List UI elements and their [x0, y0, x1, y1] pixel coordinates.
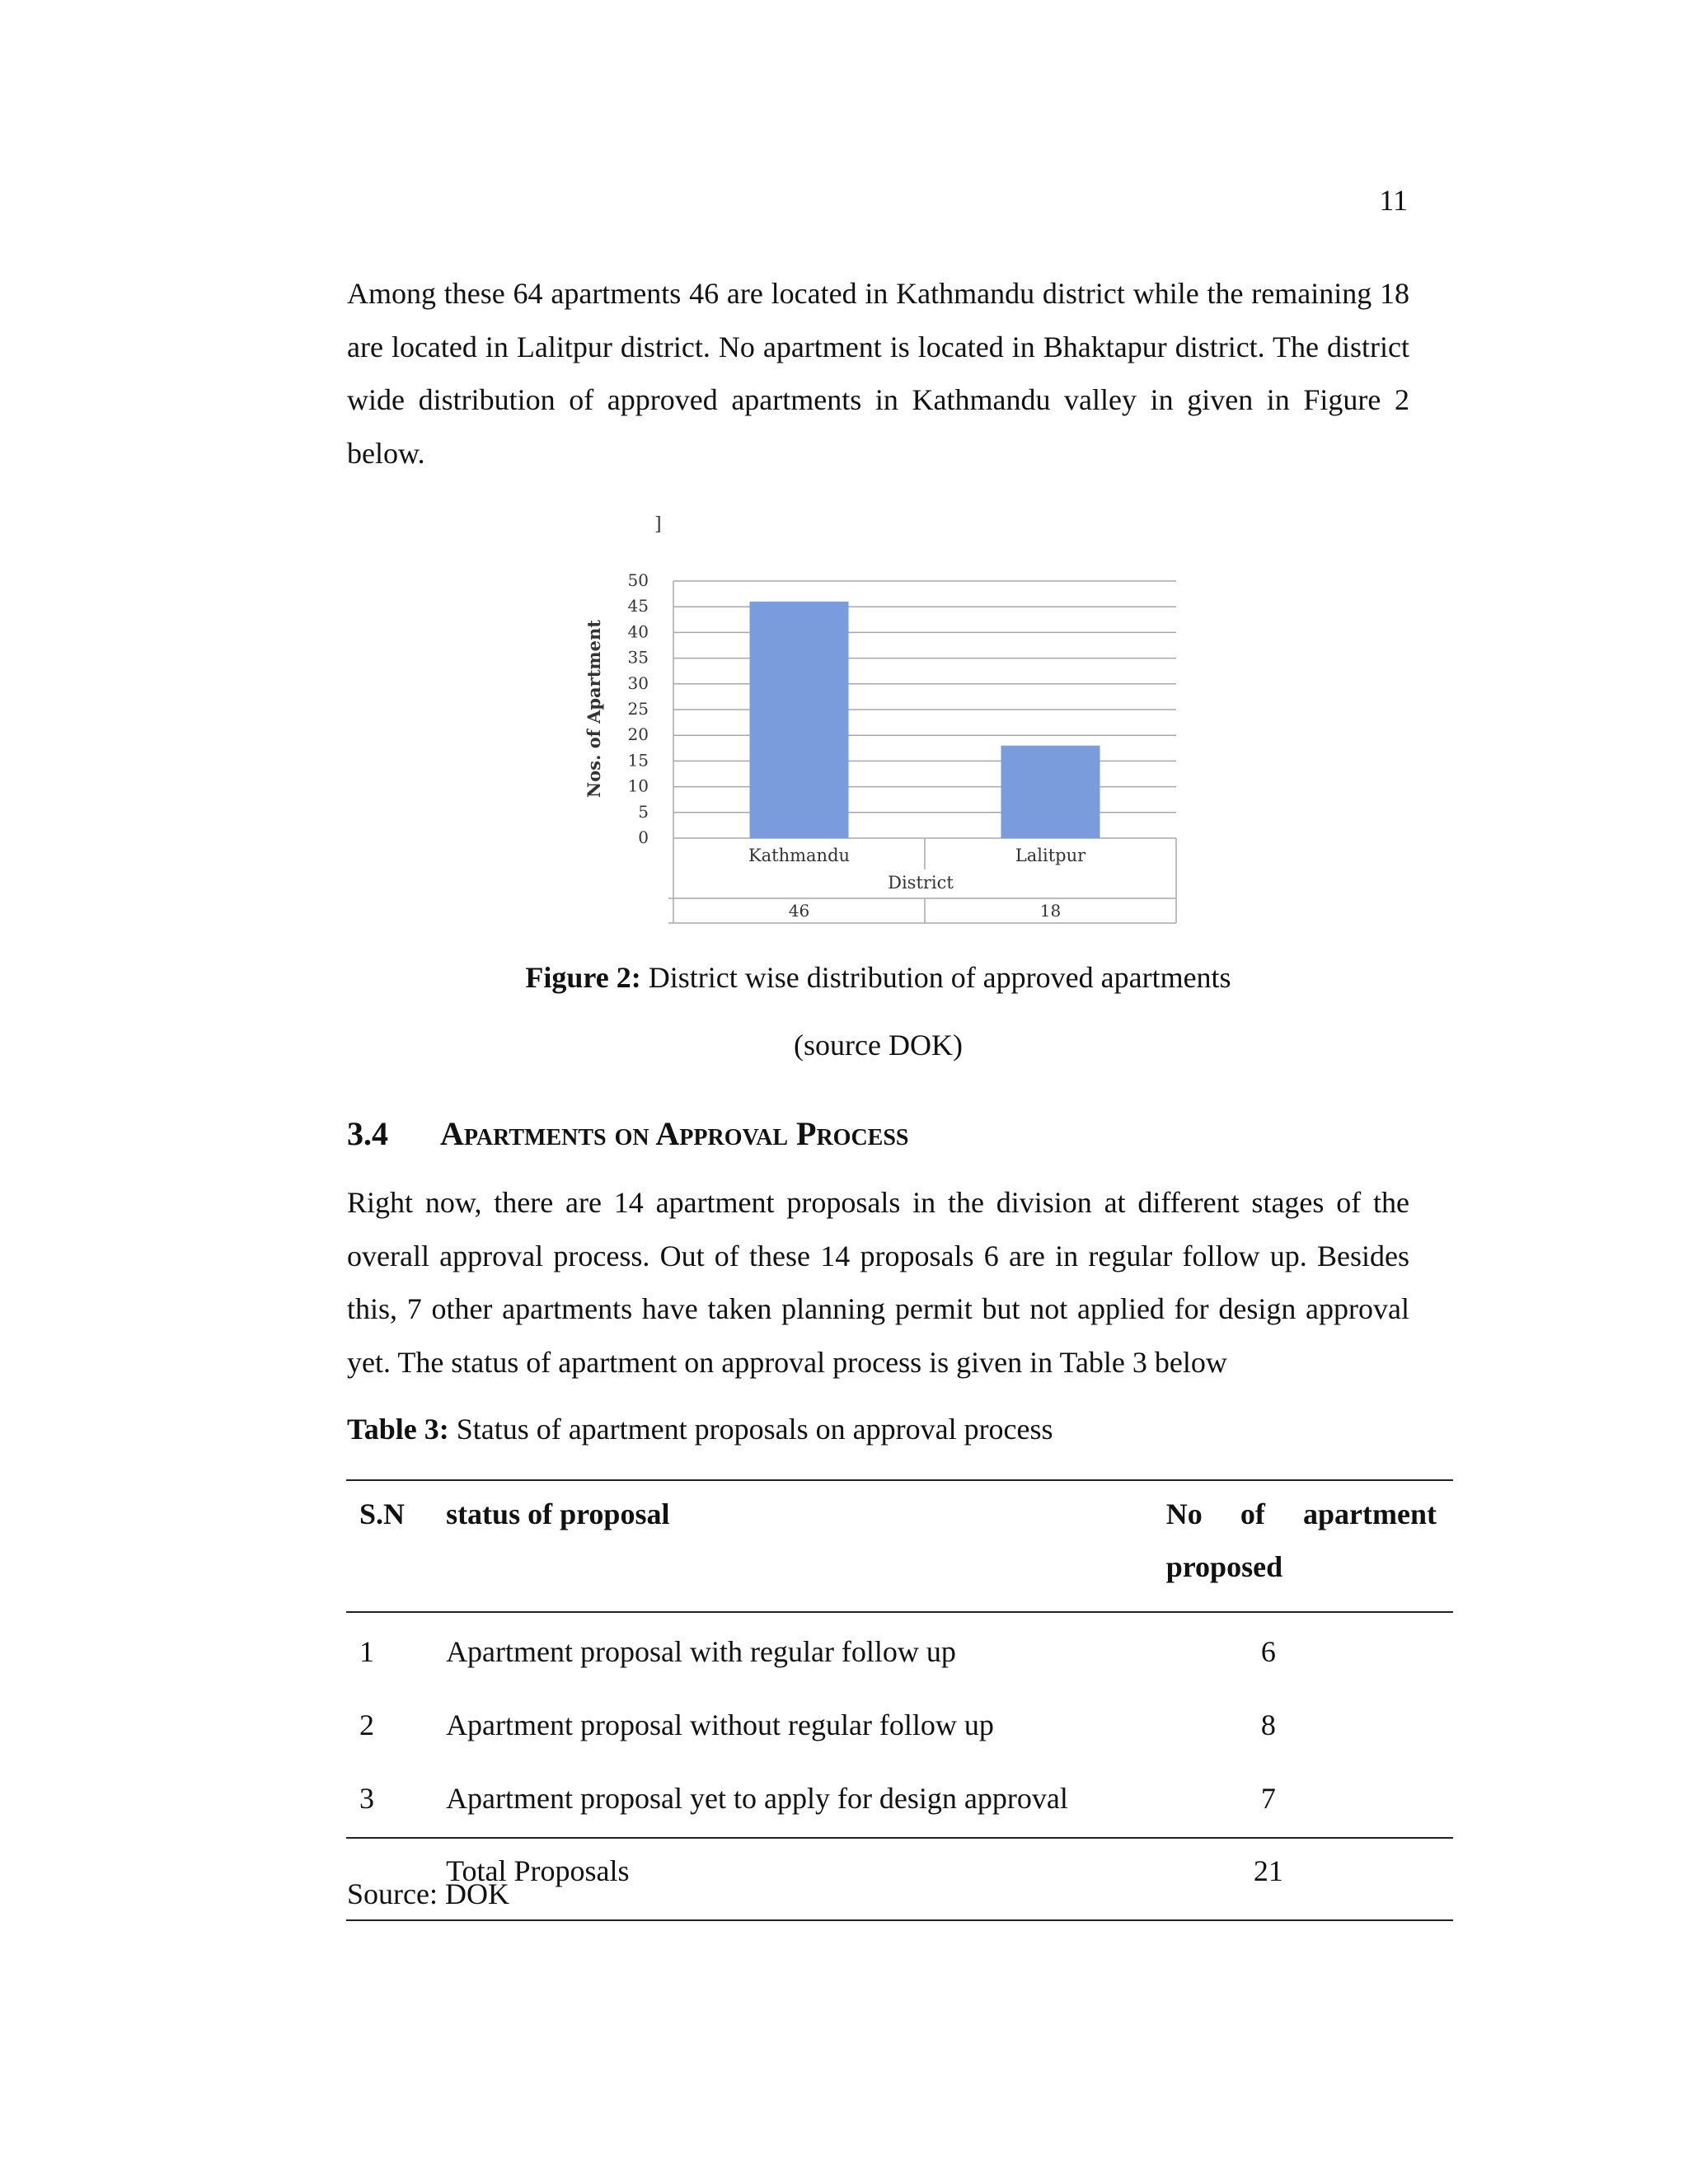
row-status: Apartment proposal with regular follow up: [446, 1635, 956, 1668]
page-number: 11: [1379, 184, 1408, 217]
table-caption: [347, 1412, 1053, 1446]
section-title: Apartments on Approval Process: [440, 1115, 909, 1152]
chart-y-tick-label: 20: [627, 724, 649, 745]
header-count-word-3: apartment: [1303, 1497, 1437, 1530]
row-status: Apartment proposal without regular follow up: [446, 1708, 994, 1741]
chart-stray-mark: ]: [654, 514, 662, 535]
approval-paragraph: Right now, there are 14 apartment proposals in the division at different stages of the overall approval process. Out of these 14 proposals 6 are in regular follow up. Besides this, 7 other apartments have taken planning permit but not applied for design approval yet. The status of apartment on approval process is given in Table 3 below: [347, 1186, 1409, 1379]
chart-bar: [750, 602, 849, 838]
header-count-word-2: of: [1240, 1497, 1265, 1530]
row-sn: 3: [359, 1782, 374, 1815]
figure-source: (source DOK): [794, 1029, 963, 1062]
intro-paragraph: Among these 64 apartments 46 are located in Kathmandu district while the remaining 18 are located in Lalitpur district. No apartment is located in Bhaktapur district. The district wide distribution of approved apartments in Kathmandu valley in given in Figure 2 below.: [347, 277, 1409, 470]
table-source: Source: DOK: [347, 1877, 509, 1910]
chart-y-ticks: [628, 570, 649, 847]
district-bar-chart: [569, 499, 1195, 944]
figure-caption-label: Figure 2:: [525, 961, 641, 994]
section-heading: [347, 1114, 909, 1153]
header-count-word-4: proposed: [1165, 1550, 1283, 1583]
chart-y-tick-label: 35: [627, 647, 649, 668]
table-row: [346, 1776, 1453, 1838]
chart-bars: [750, 602, 1100, 838]
chart-data-label: 46: [788, 901, 810, 921]
row-sn: 2: [359, 1708, 374, 1741]
chart-category-label: Lalitpur: [1015, 846, 1086, 865]
chart-y-tick-label: 0: [638, 827, 649, 847]
table-header-row: [346, 1480, 1453, 1612]
chart-y-tick-label: 50: [627, 570, 649, 590]
chart-x-axis-label: District: [888, 873, 954, 893]
chart-y-tick-label: 25: [627, 699, 649, 719]
header-count: [1166, 1480, 1453, 1612]
chart-svg: [569, 499, 1195, 944]
row-count: 7: [1260, 1782, 1276, 1815]
chart-category-label: Kathmandu: [748, 846, 851, 865]
row-count: 6: [1260, 1635, 1276, 1668]
chart-data-label: 18: [1039, 901, 1062, 921]
figure-caption-text: District wise distribution of approved apartments: [640, 961, 1231, 994]
chart-y-tick-label: 45: [627, 596, 649, 616]
chart-y-tick-label: 10: [627, 776, 649, 796]
chart-y-tick-label: 40: [627, 621, 649, 642]
total-count: 21: [1253, 1854, 1283, 1887]
section-number: 3.4: [347, 1115, 388, 1152]
row-status: Apartment proposal yet to apply for design approval: [446, 1782, 1068, 1815]
figure-caption: [347, 960, 1409, 995]
chart-bar: [1001, 746, 1100, 838]
chart-gridlines: [673, 581, 1176, 838]
table-total-row: [346, 1838, 1453, 1920]
chart-y-tick-label: 5: [638, 801, 649, 822]
header-status: status of proposal: [446, 1497, 670, 1530]
row-count: 8: [1260, 1708, 1276, 1741]
chart-y-tick-label: 30: [627, 673, 649, 693]
chart-y-axis-label: Nos. of Apartment: [584, 620, 604, 798]
status-table: [346, 1479, 1453, 1921]
chart-y-tick-label: 15: [627, 750, 649, 771]
header-count-word-1: No: [1165, 1497, 1203, 1530]
total-label: Total Proposals: [446, 1854, 630, 1887]
table-row: [346, 1703, 1453, 1776]
table-row: [346, 1612, 1453, 1703]
table-caption-text: Status of apartment proposals on approval process: [448, 1413, 1053, 1446]
table-caption-label: Table 3:: [347, 1413, 449, 1446]
header-sn: S.N: [359, 1497, 406, 1530]
row-sn: 1: [359, 1635, 374, 1668]
